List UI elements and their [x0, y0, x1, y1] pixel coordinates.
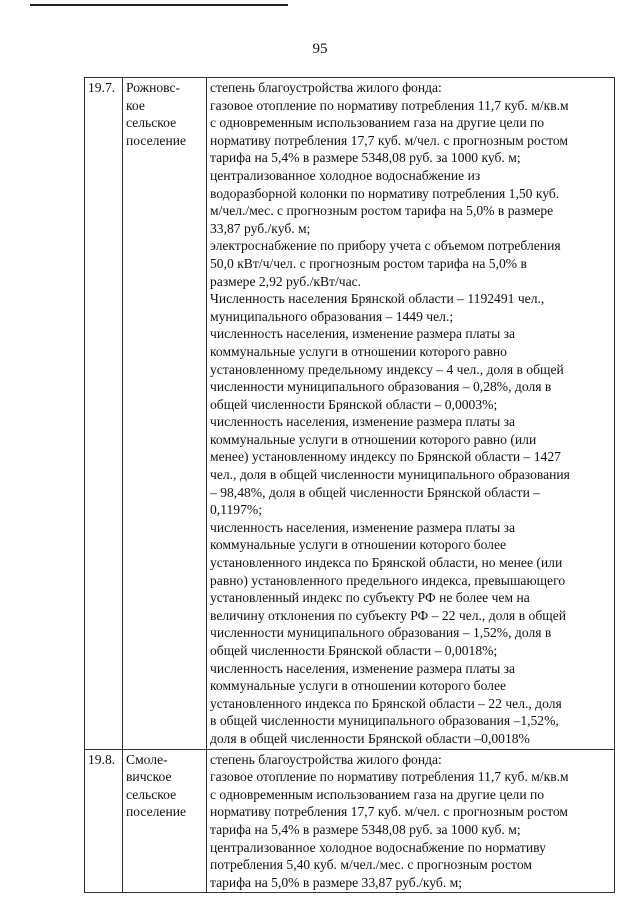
table-row: [85, 749, 615, 892]
description-line: газовое отопление по нормативу потребления 11,7 куб. м/кв.м: [210, 97, 569, 113]
settlement-name-line: сельское: [126, 786, 177, 802]
description-line: установленного индекса по Брянской области, но менее (или: [210, 555, 563, 571]
description-line: численность населения, изменение размера платы за: [210, 660, 516, 676]
description-line: газовое отопление по нормативу потребления 11,7 куб. м/кв.м: [210, 769, 569, 785]
description-line: величину отклонения по субъекту РФ – 22 чел., доля в общей: [210, 607, 567, 623]
settlement-description: [207, 749, 615, 892]
description-line: численность населения, изменение размера платы за: [210, 326, 516, 342]
description-line: установленного индекса по Брянской области – 22 чел., доля: [210, 695, 562, 711]
description-line: коммунальные услуги в отношении которого более: [210, 537, 507, 553]
settlement-name-line: вичское: [126, 769, 172, 785]
description-line: 50,0 кВт/ч/чел. с прогнозным ростом тарифа на 5,0% в: [210, 255, 527, 271]
description-line: размере 2,92 руб./кВт/час.: [210, 273, 362, 289]
settlement-description: [207, 78, 615, 750]
description-line: в общей численности муниципального образования –1,52%,: [210, 713, 559, 729]
description-line: чел., доля в общей численности муниципального образования: [210, 467, 570, 483]
description-line: менее) установленному индексу по Брянской области – 1427: [210, 449, 561, 465]
description-line: нормативу потребления 17,7 куб. м/чел. с прогнозным ростом: [210, 804, 568, 820]
page-number: 95: [312, 41, 328, 57]
description-line: централизованное холодное водоснабжение по нормативу: [210, 839, 546, 855]
row-number: 19.8.: [85, 749, 123, 892]
settlement-name-line: кое: [126, 97, 145, 113]
description-line: степень благоустройства жилого фонда:: [210, 80, 442, 95]
settlement-name-line: Рожновс-: [126, 80, 181, 95]
description-line: Численность населения Брянской области – 1192491 чел.,: [210, 291, 545, 307]
description-line: муниципального образования – 1449 чел.;: [210, 308, 454, 324]
description-line: тарифа на 5,4% в размере 5348,08 руб. за 1000 куб. м;: [210, 150, 521, 166]
description-line: электроснабжение по прибору учета с объемом потребления: [210, 238, 561, 254]
description-line: доля в общей численности Брянской области –0,0018%: [210, 730, 530, 746]
description-line: с одновременным использованием газа на другие цели по: [210, 786, 545, 802]
description-line: коммунальные услуги в отношении которого более: [210, 678, 507, 694]
description-line: коммунальные услуги в отношении которого равно (или: [210, 431, 537, 447]
description-line: равно) установленного предельного индекса, превышающего: [210, 572, 566, 588]
description-line: численность населения, изменение размера платы за: [210, 519, 516, 535]
description-line: нормативу потребления 17,7 куб. м/чел. с прогнозным ростом: [210, 132, 568, 148]
description-line: с одновременным использованием газа на другие цели по: [210, 115, 545, 131]
settlement-name-line: Смоле-: [126, 751, 168, 767]
table-row: [85, 78, 615, 750]
description-line: общей численности Брянской области – 0,0018%;: [210, 643, 498, 658]
description-line: потребления 5,40 куб. м/чел./мес. с прогнозным ростом: [210, 857, 532, 873]
row-number: 19.7.: [85, 78, 123, 750]
settlement-name: [123, 749, 207, 892]
description-line: 0,1197%;: [210, 502, 262, 518]
description-line: численность населения, изменение размера платы за: [210, 414, 516, 430]
settlements-table: [84, 77, 615, 893]
description-line: общей численности Брянской области – 0,0003%;: [210, 396, 498, 412]
description-line: водоразборной колонки по нормативу потребления 1,50 куб.: [210, 185, 560, 201]
description-line: тарифа на 5,0% в размере 33,87 руб./куб. м;: [210, 874, 462, 890]
description-line: численности муниципального образования – 0,28%, доля в: [210, 379, 552, 395]
description-line: степень благоустройства жилого фонда:: [210, 751, 442, 767]
settlement-name-line: поселение: [126, 132, 187, 148]
description-line: м/чел./мес. с прогнозным ростом тарифа на 5,0% в размере: [210, 203, 554, 219]
description-line: тарифа на 5,4% в размере 5348,08 руб. за 1000 куб. м;: [210, 821, 521, 837]
top-rule: [30, 4, 288, 6]
description-line: централизованное холодное водоснабжение из: [210, 167, 481, 183]
description-line: численности муниципального образования – 1,52%, доля в: [210, 625, 552, 641]
settlement-name-line: поселение: [126, 804, 187, 820]
settlement-name-line: сельское: [126, 115, 177, 131]
description-line: установленному предельному индексу – 4 чел., доля в общей: [210, 361, 564, 377]
description-line: 33,87 руб./куб. м;: [210, 220, 311, 236]
description-line: коммунальные услуги в отношении которого равно: [210, 343, 507, 359]
description-line: – 98,48%, доля в общей численности Брянской области –: [210, 484, 541, 500]
description-line: установленный индекс по субъекту РФ не более чем на: [210, 590, 530, 606]
settlement-name: [123, 78, 207, 750]
